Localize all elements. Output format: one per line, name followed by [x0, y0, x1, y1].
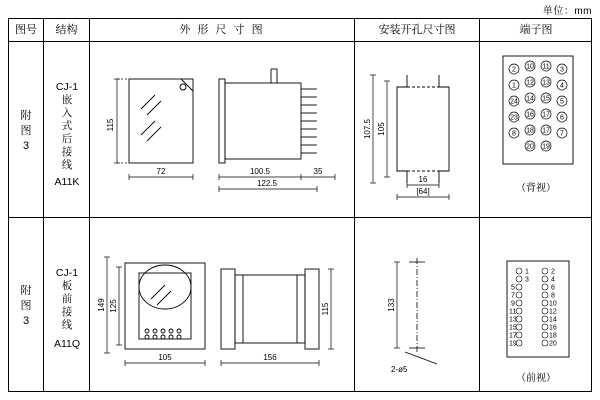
- svg-text:10: 10: [526, 63, 534, 71]
- svg-text:20: 20: [526, 143, 534, 151]
- row1-struct-line-2: 嵌: [61, 94, 73, 106]
- row2-mount-dim-hole: 2-ø5: [391, 365, 408, 374]
- row1-mount-dim-1075: 107.5: [363, 118, 372, 140]
- row2-mount-dim-133: 133: [387, 298, 396, 312]
- header-divider: [9, 41, 591, 42]
- svg-text:14: 14: [526, 95, 534, 103]
- svg-text:20: 20: [549, 340, 557, 348]
- header-structure: 结构: [55, 24, 78, 36]
- row2-struct-line-1: CJ-1: [55, 267, 79, 279]
- header-mounting: 安装开孔尺寸图: [378, 24, 456, 36]
- row2-struct-line-2: 板: [61, 280, 73, 292]
- row2-structure: [44, 267, 90, 351]
- row2-struct-line-5: 线: [61, 319, 73, 331]
- row2-outline-drawing: [95, 227, 351, 387]
- svg-text:19: 19: [509, 340, 517, 348]
- svg-text:10: 10: [549, 300, 557, 308]
- svg-text:6: 6: [551, 284, 555, 292]
- row2-struct-line-6: A11Q: [53, 338, 81, 350]
- svg-text:17: 17: [509, 332, 517, 340]
- row1-terminal-drawing: [501, 54, 575, 174]
- row1-fig-char-2: 图: [20, 125, 32, 137]
- svg-text:7: 7: [511, 292, 515, 300]
- row1-dim-1225: 122.5: [256, 179, 278, 188]
- row1-dim-1005: 100.5: [249, 167, 271, 176]
- row2-struct-line-4: 接: [61, 306, 73, 318]
- svg-text:4: 4: [551, 276, 555, 284]
- row2-mounting-drawing: [361, 234, 473, 379]
- svg-text:12: 12: [549, 308, 557, 316]
- col-divider-4: [479, 19, 480, 391]
- row2-terminal-drawing: [505, 259, 571, 363]
- svg-text:2: 2: [512, 66, 516, 74]
- row-divider: [9, 217, 591, 218]
- row1-struct-line-3: 入: [61, 107, 73, 119]
- svg-text:11: 11: [542, 63, 550, 71]
- svg-text:15: 15: [509, 324, 517, 332]
- svg-text:14: 14: [549, 316, 557, 324]
- row2-fig-char-1: 附: [20, 285, 32, 297]
- row1-terminal-caption: （背视）: [516, 183, 556, 194]
- svg-text:16: 16: [549, 324, 557, 332]
- row2-fig-no: [9, 284, 43, 329]
- svg-text:23: 23: [510, 114, 518, 122]
- svg-text:4: 4: [560, 82, 564, 90]
- svg-text:6: 6: [560, 114, 564, 122]
- row1-struct-line-8: A11K: [54, 176, 80, 188]
- svg-text:5: 5: [560, 98, 564, 106]
- row1-mounting-drawing: [361, 51, 473, 201]
- row1-fig-char-1: 附: [20, 110, 32, 122]
- svg-text:15: 15: [542, 95, 550, 103]
- row1-fig-char-3: 3: [22, 140, 30, 152]
- svg-text:2: 2: [551, 268, 555, 276]
- row1-outline-drawing: [95, 49, 351, 214]
- svg-text:3: 3: [525, 276, 529, 284]
- svg-text:16: 16: [526, 111, 534, 119]
- row1-mount-dim-16: 16: [418, 175, 428, 184]
- row1-struct-line-7: 线: [61, 159, 73, 171]
- row1-dim-115: 115: [106, 118, 115, 132]
- header-outline: 外 形 尺 寸 图: [179, 24, 265, 36]
- row1-struct-line-4: 式: [61, 120, 73, 132]
- svg-text:8: 8: [551, 292, 555, 300]
- svg-text:17: 17: [542, 111, 550, 119]
- row2-dim-115: 115: [321, 302, 330, 316]
- row1-dim-72: 72: [156, 167, 166, 176]
- unit-note: 单位：mm: [542, 6, 592, 17]
- svg-text:3: 3: [560, 66, 564, 74]
- header-terminal: 端子图: [519, 24, 553, 36]
- col-divider-3: [354, 19, 355, 391]
- svg-text:1: 1: [512, 82, 516, 90]
- svg-text:17: 17: [542, 127, 550, 135]
- svg-text:24: 24: [510, 98, 518, 106]
- svg-text:5: 5: [511, 284, 515, 292]
- row1-struct-line-1: CJ-1: [55, 81, 79, 93]
- row1-dim-35: 35: [313, 167, 323, 176]
- row2-dim-149: 149: [97, 298, 106, 312]
- svg-text:13: 13: [542, 79, 550, 87]
- row2-dim-156: 156: [263, 353, 277, 362]
- row1-mount-dim-105: 105: [377, 122, 386, 136]
- svg-text:18: 18: [526, 127, 534, 135]
- row1-struct-line-5: 后: [61, 133, 73, 145]
- row2-dim-105: 105: [158, 353, 172, 362]
- row1-mount-dim-64: [64]: [416, 187, 430, 196]
- svg-text:12: 12: [526, 79, 534, 87]
- svg-text:13: 13: [509, 316, 517, 324]
- svg-text:9: 9: [511, 300, 515, 308]
- svg-text:19: 19: [542, 143, 550, 151]
- row2-terminal-caption: （前视）: [516, 373, 556, 384]
- svg-text:18: 18: [549, 332, 557, 340]
- row2-dim-125: 125: [109, 299, 118, 313]
- row1-fig-no: [9, 109, 43, 154]
- row2-struct-line-3: 前: [61, 293, 73, 305]
- row2-fig-char-2: 图: [20, 300, 32, 312]
- svg-text:8: 8: [512, 130, 516, 138]
- svg-text:7: 7: [560, 130, 564, 138]
- row1-struct-line-6: 接: [61, 146, 73, 158]
- svg-text:11: 11: [509, 308, 517, 316]
- spec-table: [8, 18, 592, 392]
- header-fig-no: 图号: [15, 24, 37, 36]
- row1-structure: [44, 81, 90, 189]
- row2-fig-char-3: 3: [22, 315, 30, 327]
- svg-text:1: 1: [525, 268, 529, 276]
